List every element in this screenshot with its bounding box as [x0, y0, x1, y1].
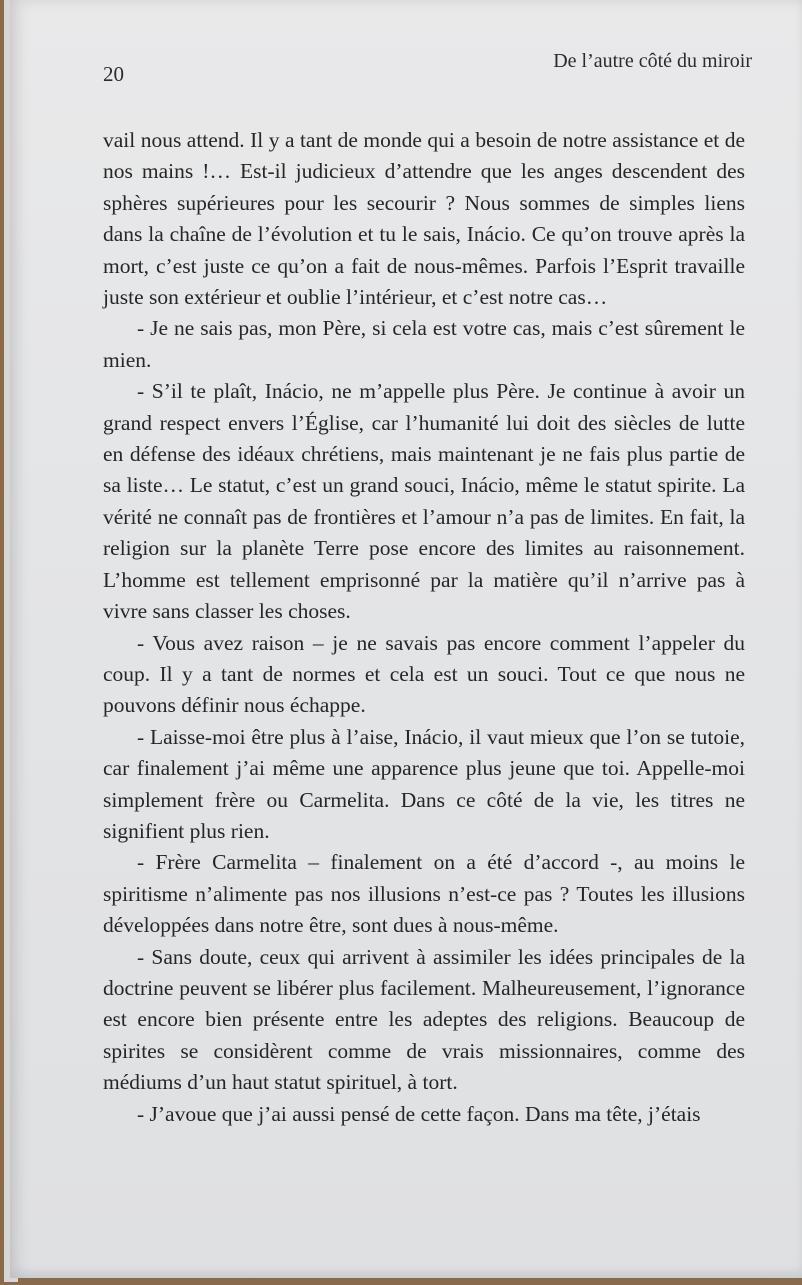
- dialogue-paragraph: - S’il te plaît, Inácio, ne m’appelle plus Père. Je continue à avoir un grand respect envers l’Église, car l’humanité lui doit des siècles de lutte en défense des idéaux chrétiens, mais maintenant je ne fais plus partie de sa liste… Le statut, c’est un grand souci, Inácio, même le statut spirite. La vérité ne connaît pas de frontières et l’amour n’a pas de limites. En fait, la religion sur la planète Terre pose encore des limites au raisonnement. L’homme est tellement emprisonné par la matière qu’il n’arrive pas à vivre sans classer les choses.: [103, 379, 745, 624]
- book-page: [10, 0, 802, 1278]
- dialogue-paragraph: - Vous avez raison – je ne savais pas encore comment l’appeler du coup. Il y a tant de normes et cela est un souci. Tout ce que nous ne pouvons définir nous échappe.: [103, 630, 745, 718]
- page-number: 20: [103, 62, 124, 86]
- body-text: [103, 125, 745, 1130]
- running-title: De l’autre côté du miroir: [553, 50, 752, 72]
- paragraph-continued: vail nous attend. Il y a tant de monde qui a besoin de notre assistance et de nos mains !… Est-il judicieux d’attendre que les anges descendent des sphères supérieures pour les secourir ? Nous sommes de simples liens dans la chaîne de l’évolution et tu le sais, Inácio. Ce qu’on trouve après la mort, c’est juste ce qu’on a fait de nous-mêmes. Parfois l’Esprit travaille juste son extérieur et oublie l’intérieur, et c’est notre cas…: [103, 128, 745, 310]
- dialogue-paragraph: - Laisse-moi être plus à l’aise, Inácio, il vaut mieux que l’on se tutoie, car finalement j’ai même une apparence plus jeune que toi. Appelle-moi simplement frère ou Carmelita. Dans ce côté de la vie, les titres ne signifient plus rien.: [103, 724, 745, 843]
- dialogue-paragraph: - Sans doute, ceux qui arrivent à assimiler les idées principales de la doctrine peuvent se libérer plus facilement. Malheureusement, l’ignorance est encore bien présente entre les adeptes des religions. Beaucoup de spirites se considèrent comme de vrais missionnaires, comme des médiums d’un haut statut spirituel, à tort.: [103, 944, 745, 1095]
- dialogue-paragraph: - Frère Carmelita – finalement on a été d’accord -, au moins le spiritisme n’alimente pas nos illusions n’est-ce pas ? Toutes les illusions développées dans notre être, sont dues à nous-même.: [103, 850, 745, 938]
- dialogue-paragraph: - Je ne sais pas, mon Père, si cela est votre cas, mais c’est sûrement le mien.: [103, 316, 745, 372]
- dialogue-paragraph: - J’avoue que j’ai aussi pensé de cette façon. Dans ma tête, j’étais: [137, 1101, 701, 1126]
